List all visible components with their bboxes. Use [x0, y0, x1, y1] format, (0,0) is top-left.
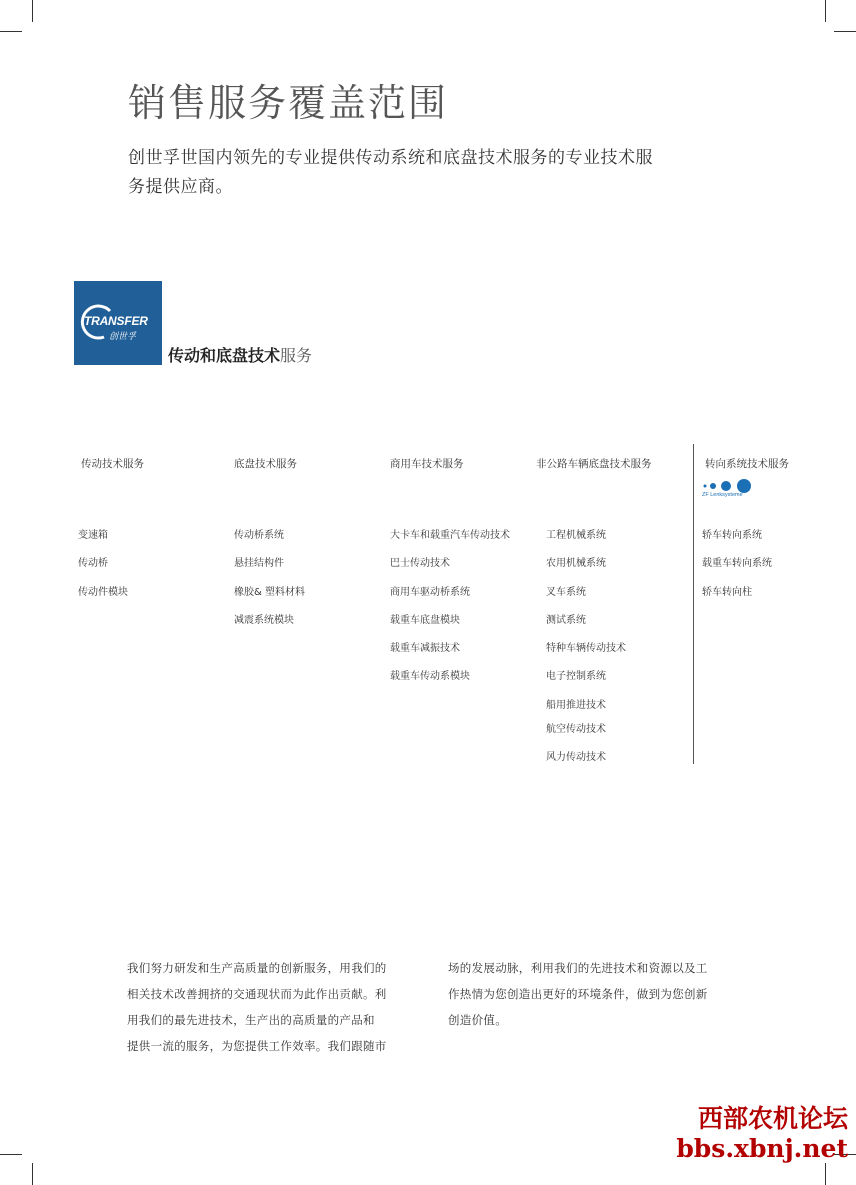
section-heading-bold: 传动和底盘技术 [168, 346, 281, 365]
list-item: 载重车底盘模块 [390, 614, 460, 626]
watermark [676, 1104, 848, 1164]
list-item: 传动桥 [78, 558, 108, 570]
list-item: 载重车传动系模块 [390, 671, 470, 683]
list-item: 测试系统 [546, 614, 586, 626]
list-item: 载重车转向系统 [702, 558, 772, 570]
list-item: 传动件模块 [78, 586, 128, 598]
column-header: 转向系统技术服务 [705, 458, 789, 470]
column-transmission [78, 456, 144, 598]
logo-brand-cn: 创世孚 [109, 332, 137, 342]
body-line: 作热情为您创造出更好的环境条件，做到为您创新 [448, 987, 708, 1001]
list-item: 轿车转向系统 [702, 530, 762, 541]
column-header: 商用车技术服务 [390, 458, 464, 470]
list-item: 减震系统模块 [234, 614, 294, 626]
list-item: 传动桥系统 [234, 530, 284, 541]
list-item: 特种车辆传动技术 [546, 643, 626, 655]
list-item: 农用机械系统 [546, 558, 606, 570]
column-header: 底盘技术服务 [234, 458, 297, 470]
crop-mark [32, 1163, 33, 1185]
body-line: 我们努力研发和生产高质量的创新服务，用我们的 [127, 961, 387, 975]
zf-logo-text: ZF Lenksysteme [702, 492, 743, 498]
body-line: 提供一流的服务，为您提供工作效率。我们跟随市 [127, 1039, 387, 1053]
list-item: 叉车系统 [546, 586, 586, 598]
list-item: 载重车减振技术 [390, 643, 460, 655]
page-title: 销售服务覆盖范围 [128, 81, 449, 125]
crop-mark [0, 1154, 22, 1155]
section-heading [168, 343, 312, 366]
column-header: 传动技术服务 [81, 458, 144, 470]
list-item: 工程机械系统 [546, 530, 606, 541]
body-line: 用我们的最先进技术，生产出的高质量的产品和 [127, 1013, 375, 1027]
list-item: 轿车转向柱 [702, 586, 752, 598]
logo-brand-text: TRANSFER [84, 314, 148, 328]
body-line: 相关技术改善拥挤的交通现状而为此作出贡献。利 [127, 987, 387, 1001]
crop-mark [0, 31, 22, 32]
transfer-logo [74, 281, 162, 365]
list-item: 悬挂结构件 [234, 558, 284, 570]
body-line: 场的发展动脉，利用我们的先进技术和资源以及工 [448, 961, 708, 975]
column-divider [693, 444, 694, 764]
watermark-line1: 西部农机论坛 [697, 1104, 848, 1133]
crop-mark [32, 0, 33, 22]
crop-mark [825, 0, 826, 22]
body-line: 创造价值。 [448, 1013, 507, 1027]
list-item: 巴士传动技术 [390, 558, 450, 570]
list-item: 橡胶& 塑料材料 [234, 586, 305, 598]
column-offroad [536, 456, 652, 764]
watermark-line2: bbs.xbnj.net [676, 1134, 848, 1163]
body-text-right [448, 955, 758, 1033]
body-text-left [127, 955, 427, 1059]
list-item: 电子控制系统 [546, 671, 606, 683]
list-item: 变速箱 [78, 530, 108, 541]
list-item: 大卡车和载重汽车传动技术 [390, 530, 510, 541]
column-header: 非公路车辆底盘技术服务 [536, 458, 652, 470]
column-chassis [234, 456, 305, 626]
list-item: 船用推进技术 [546, 699, 606, 711]
column-commercial [390, 456, 510, 683]
list-item: 商用车驱动桥系统 [390, 586, 470, 598]
crop-mark [834, 31, 856, 32]
intro-paragraph: 创世孚世国内领先的专业提供传动系统和底盘技术服务的专业技术服务提供应商。 [128, 148, 653, 197]
section-heading-light: 服务 [280, 346, 313, 365]
list-item: 航空传动技术 [546, 723, 606, 735]
list-item: 风力传动技术 [546, 752, 606, 764]
crop-mark [825, 1163, 826, 1185]
